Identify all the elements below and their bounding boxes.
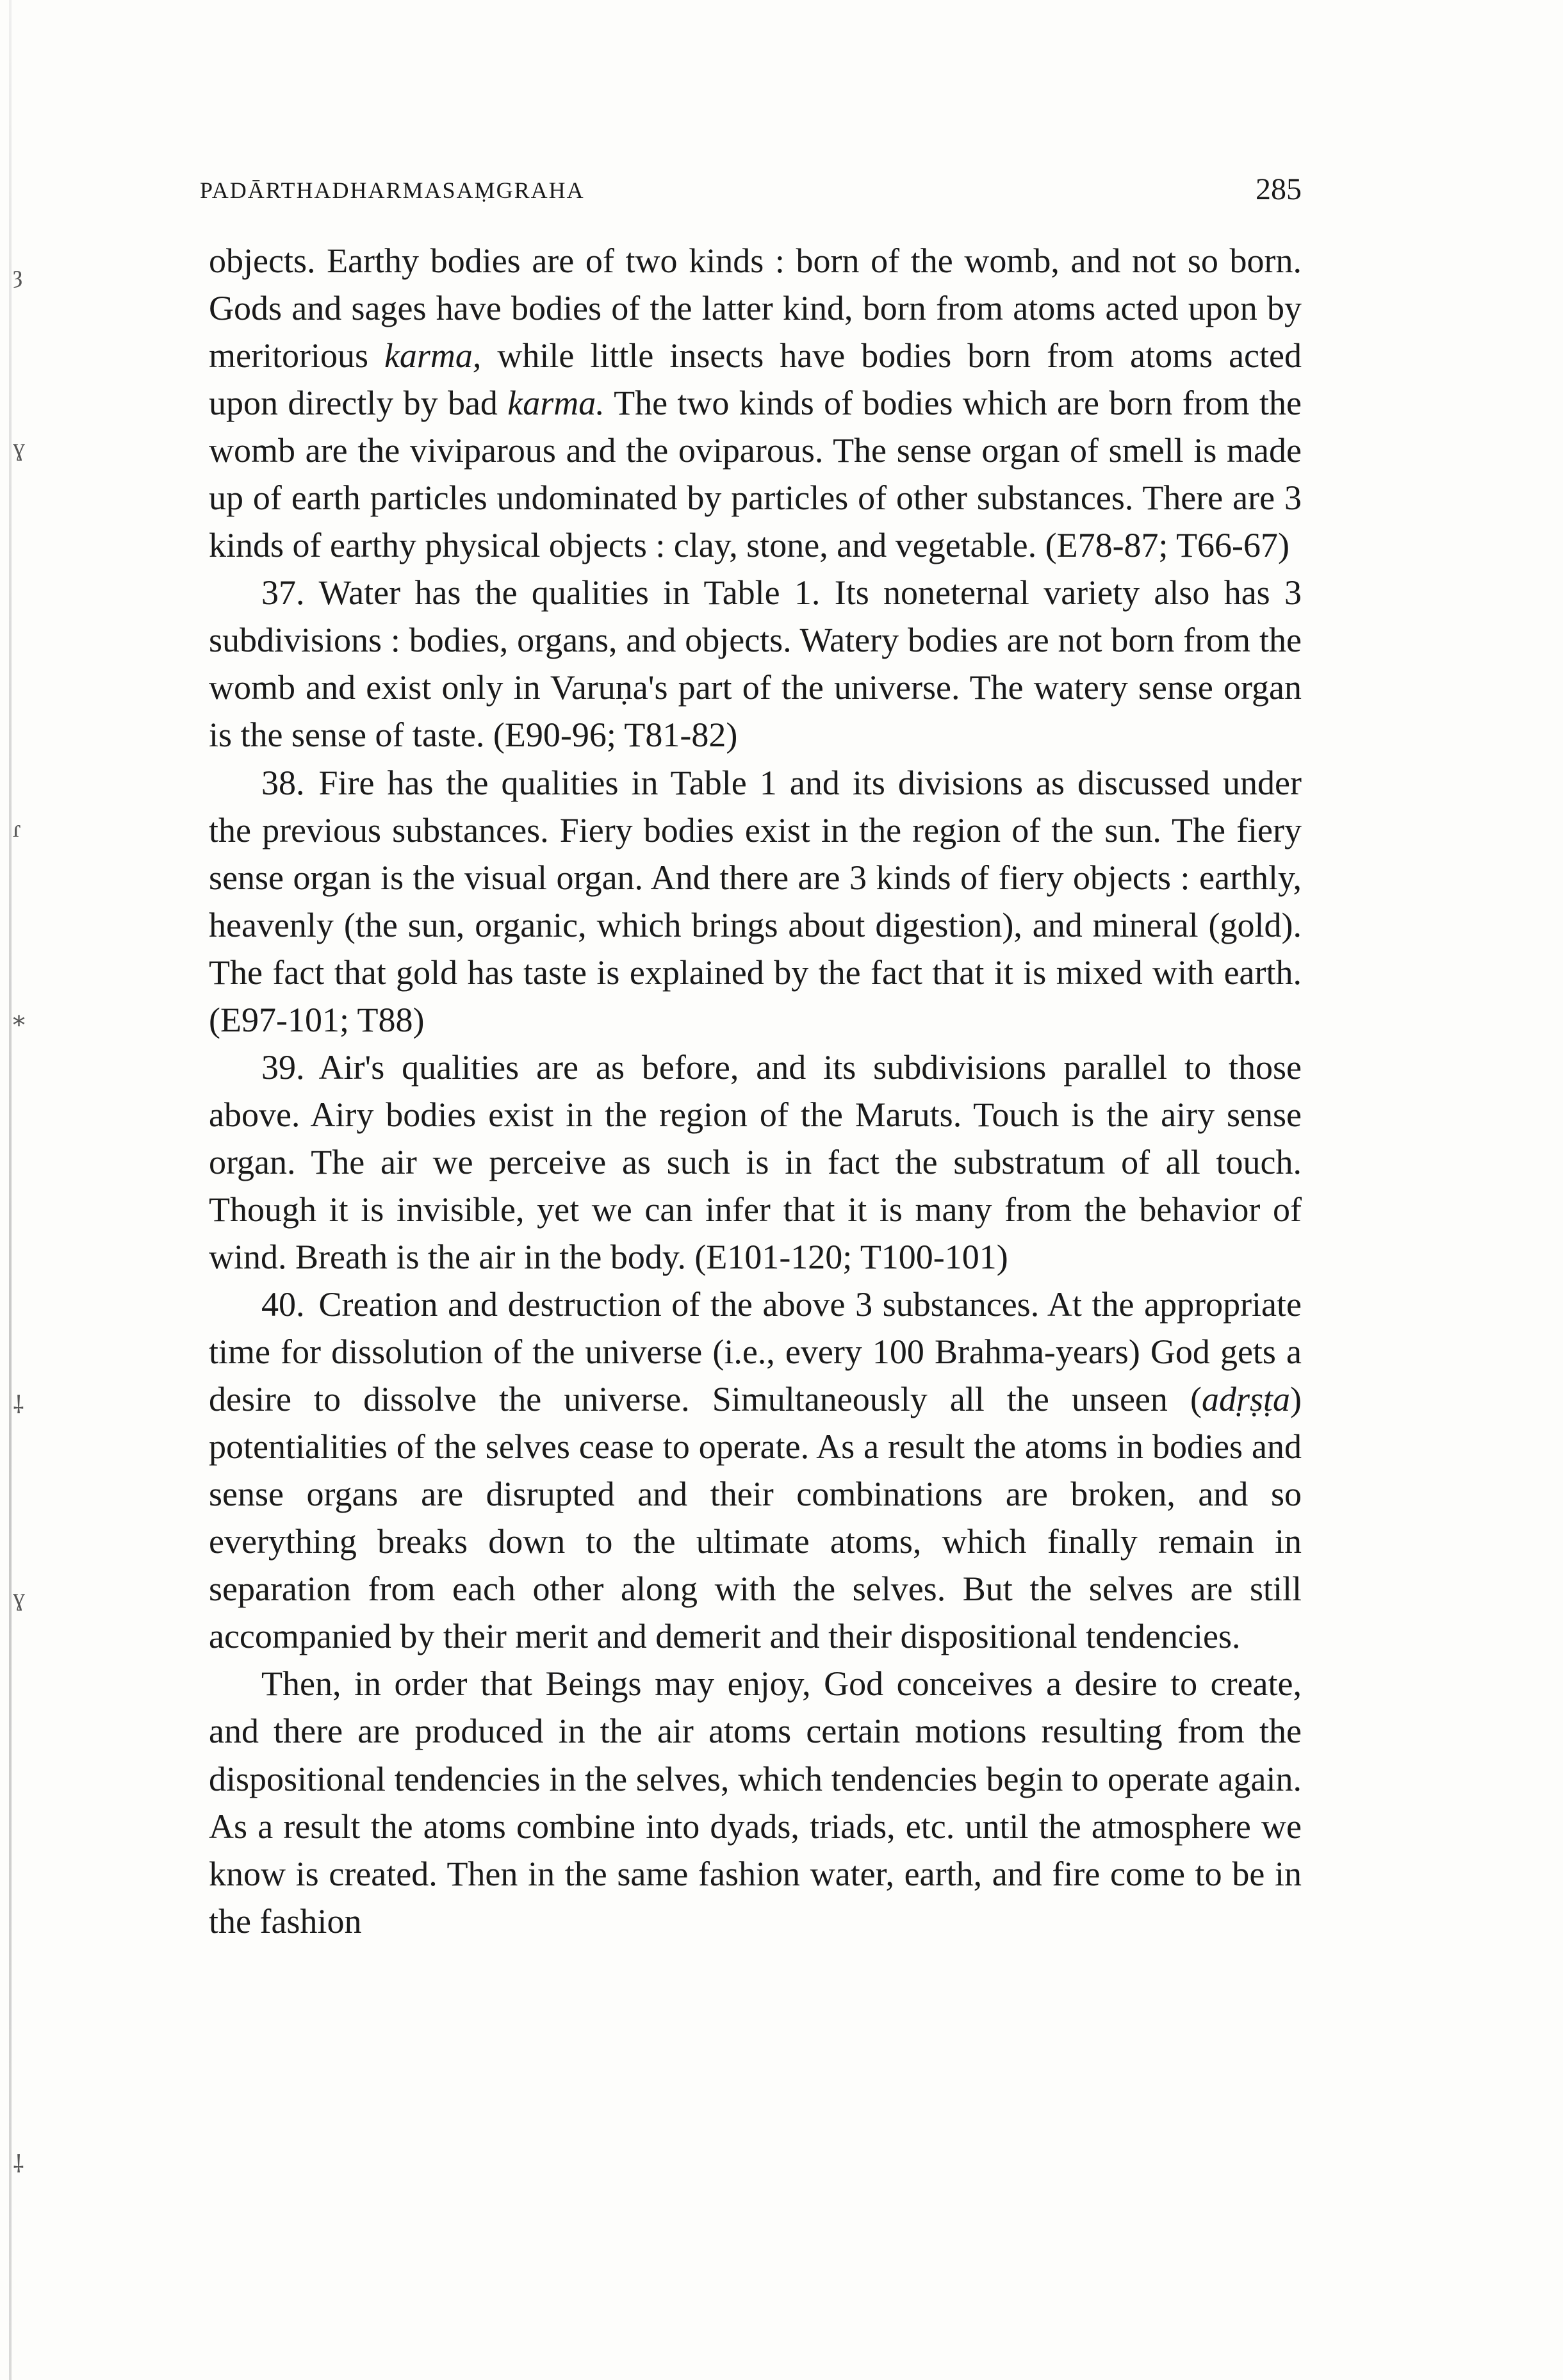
paragraph-text: Fire has the qualities in Table 1 and its divisions as discussed under the previous substances. Fiery bodies exist in the region of the sun. The fiery sense organ is the visual organ. And there are 3 kinds of fiery objects : earthly, heavenly (the sun, organic, which brings about digestion), and mineral (gold). The fact that gold has taste is explained by the fact that it is mixed with earth. (E97-101; T88) bbox=[209, 763, 1302, 1039]
section-number: 37. bbox=[261, 573, 305, 612]
margin-mark: ȝ bbox=[13, 261, 23, 288]
body-text bbox=[209, 237, 1302, 1945]
paragraph-text: objects. Earthy bodies are of two kinds : born of the womb, and not so born. Gods and sages have bodies of the latter kind, born from atoms acted upon by meritorious bbox=[209, 242, 1302, 375]
paragraph-text: Air's qualities are as before, and its subdivisions parallel to those above. Airy bodies exist in the region of the Maruts. Touch is the airy sense organ. The air we perceive as such is in fact the substratum of all touch. Though it is invisible, yet we can infer that it is many from the behavior of wind. Breath is the air in the body. (E101-120; T100-101) bbox=[209, 1047, 1302, 1276]
italic-term: adṛṣṭa bbox=[1201, 1380, 1291, 1419]
paragraph-text: Creation and destruction of the above 3 substances. At the appropriate time for dissolution of the universe (i.e., every 100 Brahma-years) God gets a desire to dissolve the universe. Simultaneously all the unseen ( bbox=[209, 1285, 1302, 1419]
paragraph-text: while little insects have bodies born from atoms acted upon directly by bad bbox=[209, 336, 1302, 423]
running-head bbox=[200, 172, 1302, 210]
paragraph bbox=[209, 1281, 1302, 1660]
margin-mark: ɣ bbox=[13, 1584, 25, 1611]
paragraph bbox=[209, 569, 1302, 759]
paragraph-text: Water has the qualities in Table 1. Its noneternal variety also has 3 subdivisions : bodies, organs, and objects. Watery bodies are not born from the womb and exist only in Varuṇa's part of the universe. The watery sense organ is the sense of taste. (E90-96; T81-82) bbox=[209, 573, 1302, 755]
running-title: PADĀRTHADHARMASAṂGRAHA bbox=[200, 177, 585, 203]
italic-term: karma. bbox=[507, 384, 605, 423]
paragraph-text: ) potentialities of the selves cease to operate. As a result the atoms in bodies and sense organs are disrupted and their combinations are broken, and so everything breaks down to the ultimate atoms, which finally remain in separation from each other along with the selves. But the selves are still accompanied by their merit and demerit and their dispositional tendencies. bbox=[209, 1380, 1302, 1656]
paragraph-text: The two kinds of bodies which are born from the womb are the viviparous and the oviparous. The sense organ of smell is made up of earth particles undominated by particles of other substances. There are 3 kinds of earthy physical objects : clay, stone, and vegetable. (E78-87; T66-67) bbox=[209, 384, 1302, 565]
margin-mark: ⸸ bbox=[13, 2151, 24, 2178]
binding-edge bbox=[9, 0, 12, 2380]
paragraph bbox=[209, 1044, 1302, 1281]
margin-mark: ⸸ bbox=[13, 1392, 24, 1419]
margin-mark: ɣ bbox=[13, 434, 25, 461]
margin-mark: ɾ bbox=[13, 816, 21, 842]
paragraph-text: Then, in order that Beings may enjoy, God conceives a desire to create, and there are produced in the air atoms certain motions resulting from the dispositional tendencies in the selves, which tendencies begin to operate again. As a result the atoms combine into dyads, triads, etc. until the atmosphere we know is created. Then in the same fashion water, earth, and fire come to be in the fashion bbox=[209, 1664, 1302, 1941]
paragraph bbox=[209, 1660, 1302, 1944]
section-number: 40. bbox=[261, 1285, 305, 1324]
italic-term: karma, bbox=[384, 336, 482, 375]
section-number: 39. bbox=[261, 1047, 305, 1087]
margin-mark: ⁎ bbox=[13, 1005, 25, 1031]
paragraph bbox=[209, 237, 1302, 569]
page-number: 285 bbox=[1256, 172, 1302, 206]
section-number: 38. bbox=[261, 763, 305, 802]
paragraph bbox=[209, 759, 1302, 1044]
